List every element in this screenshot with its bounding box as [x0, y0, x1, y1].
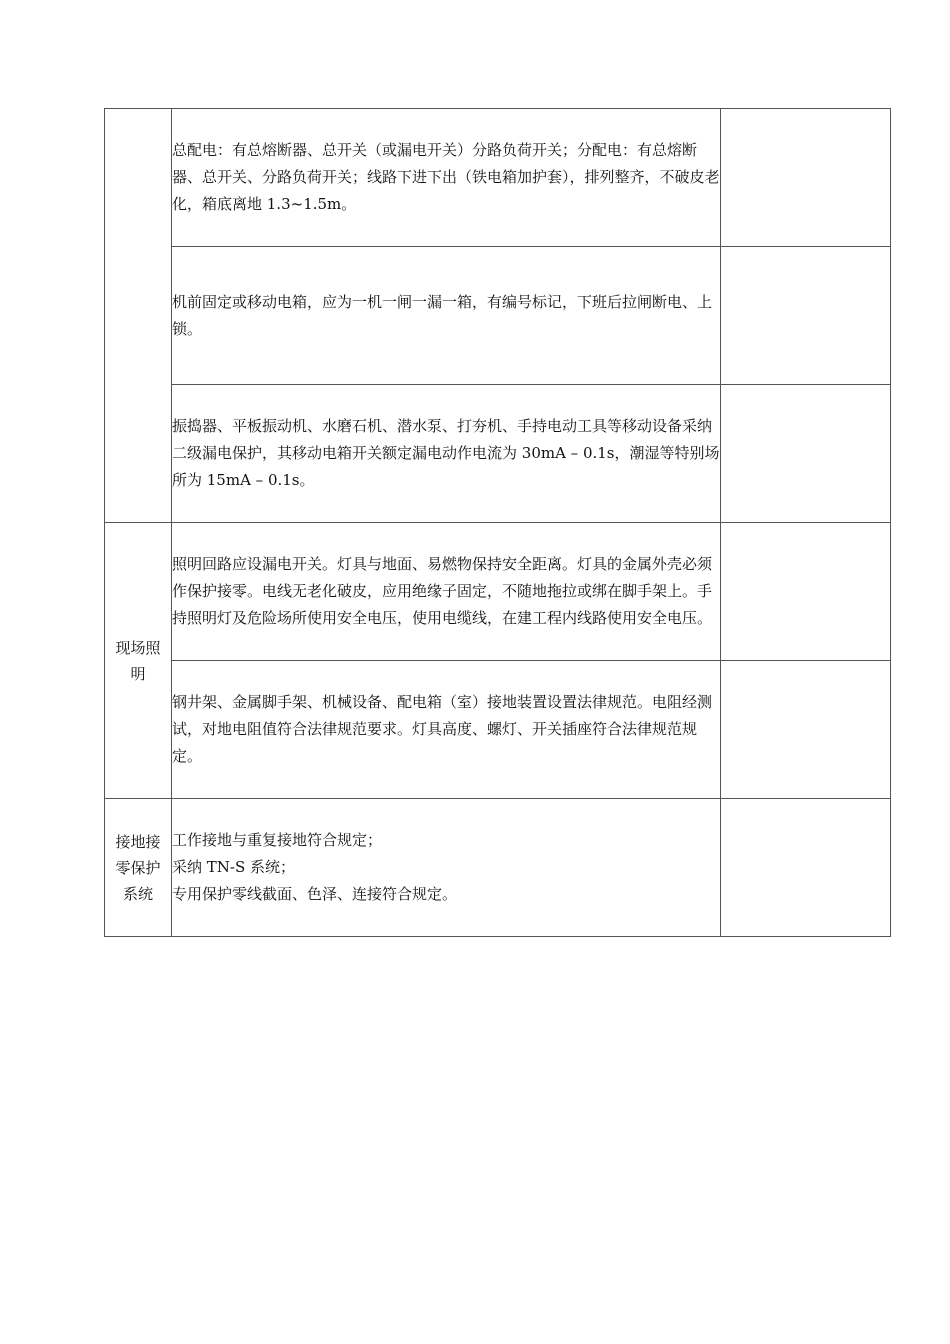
content-cell	[172, 661, 721, 799]
content-text: 机前固定或移动电箱，应为一机一闸一漏一箱，有编号标记，下班后拉闸断电、上锁。	[172, 292, 713, 338]
table-row	[105, 247, 891, 385]
category-label: 现场照明	[115, 638, 161, 683]
content-cell	[172, 247, 721, 385]
result-cell	[721, 799, 891, 937]
content-cell	[172, 385, 721, 523]
result-cell	[721, 523, 891, 661]
content-cell	[172, 799, 721, 937]
category-cell	[105, 523, 172, 799]
result-cell	[721, 385, 891, 523]
table-row	[105, 799, 891, 937]
result-cell	[721, 109, 891, 247]
table-row	[105, 109, 891, 247]
result-cell	[721, 661, 891, 799]
content-text: 钢井架、金属脚手架、机械设备、配电箱（室）接地装置设置法律规范。电阻经测试，对地电阻值符合法律规范要求。灯具高度、螺灯、开关插座符合法律规范规定。	[172, 693, 713, 765]
category-label: 接地接零保护系统	[115, 832, 161, 903]
content-text: 总配电：有总熔断器、总开关（或漏电开关）分路负荷开关；分配电：有总熔断器、总开关、分路负荷开关；线路下进下出（铁电箱加护套），排列整齐，不破皮老化，箱底离地 1.3~1.5m。	[172, 141, 720, 213]
table-row	[105, 385, 891, 523]
content-line: 工作接地与重复接地符合规定；	[172, 831, 383, 849]
category-cell	[105, 799, 172, 937]
content-line: 采纳 TN-S 系统；	[172, 858, 296, 876]
content-cell	[172, 109, 721, 247]
category-cell	[105, 109, 172, 523]
inspection-table	[104, 108, 891, 937]
table-row	[105, 661, 891, 799]
content-text: 照明回路应设漏电开关。灯具与地面、易燃物保持安全距离。灯具的金属外壳必须作保护接零。电线无老化破皮，应用绝缘子固定，不随地拖拉或绑在脚手架上。手持照明灯及危险场所使用安全电压，使用电缆线，在建工程内线路使用安全电压。	[172, 555, 713, 627]
content-text: 振捣器、平板振动机、水磨石机、潜水泵、打夯机、手持电动工具等移动设备采纳二级漏电保护，其移动电箱开关额定漏电动作电流为 30mA – 0.1s，潮湿等特别场所为 15mA – 0.1s。	[172, 417, 720, 489]
table-row	[105, 523, 891, 661]
content-cell	[172, 523, 721, 661]
result-cell	[721, 247, 891, 385]
content-line: 专用保护零线截面、色泽、连接符合规定。	[172, 885, 458, 903]
